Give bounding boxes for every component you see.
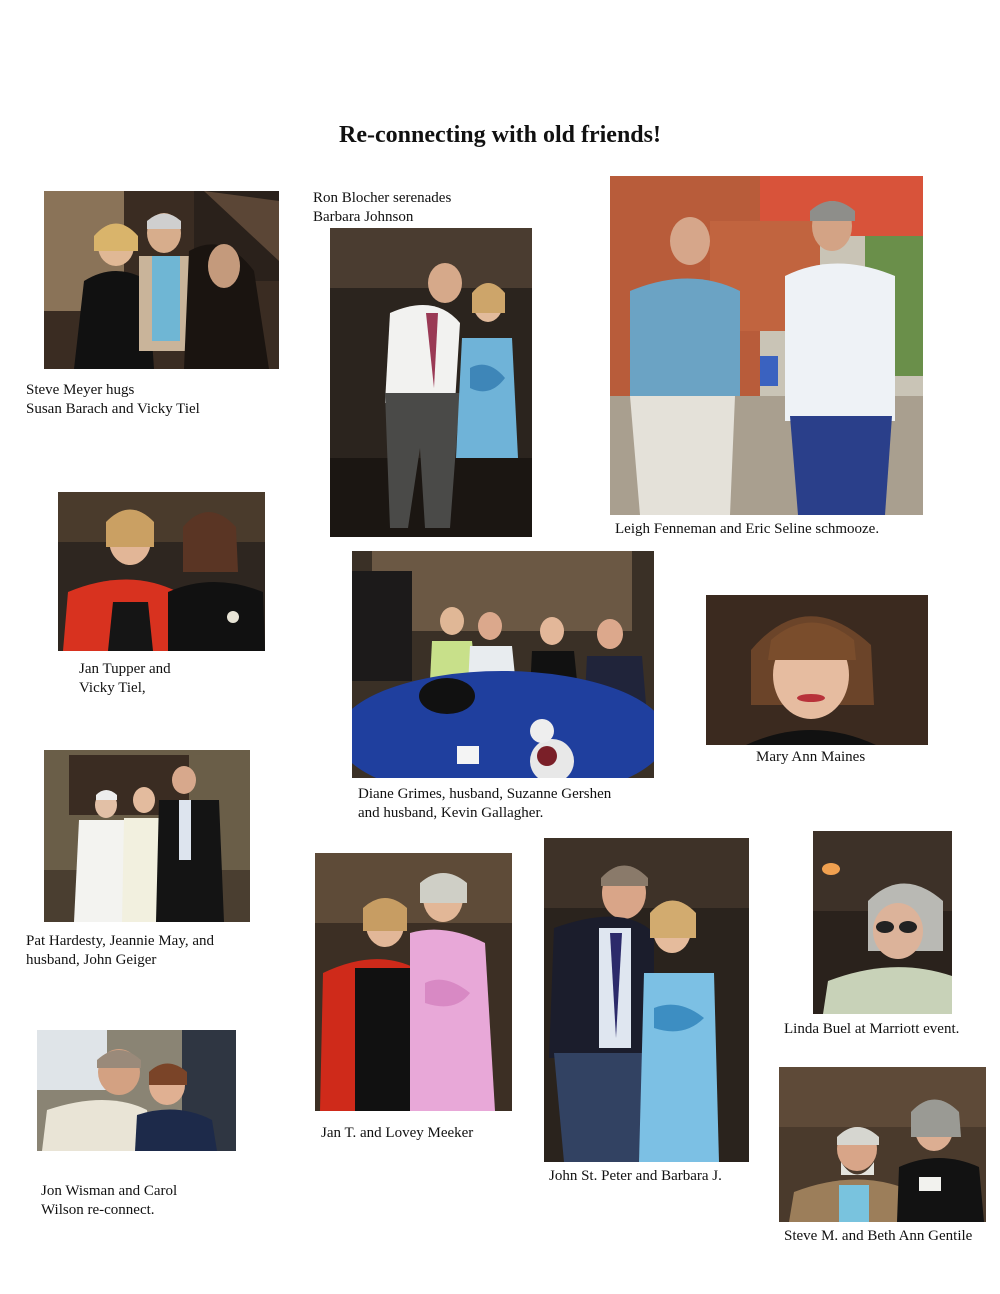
photo-linda-buel	[813, 831, 952, 1014]
caption-mary-ann-maines: Mary Ann Maines	[756, 749, 866, 765]
caption-linda-buel: Linda Buel at Marriott event.	[784, 1021, 960, 1037]
photo-jan-vicky	[58, 492, 265, 651]
photo-ron-blocher	[330, 228, 532, 537]
caption-diane-grimes: Diane Grimes, husband, Suzanne Gershen and husband, Kevin Gallagher.	[358, 786, 612, 821]
caption-john-stpeter: John St. Peter and Barbara J.	[549, 1168, 722, 1184]
photo-pat-hardesty	[44, 750, 250, 922]
caption-leigh-eric: Leigh Fenneman and Eric Seline schmooze.	[615, 521, 880, 537]
photo-mary-ann-maines	[706, 595, 928, 745]
caption-jon-wisman: Jon Wisman and Carol Wilson re-connect.	[41, 1183, 178, 1218]
caption-steve-meyer-hugs: Steve Meyer hugs Susan Barach and Vicky Tiel	[26, 382, 200, 417]
caption-pat-hardesty: Pat Hardesty, Jeannie May, and husband, John Geiger	[26, 933, 214, 968]
caption-jan-vicky: Jan Tupper and Vicky Tiel,	[79, 661, 171, 696]
photo-steve-beth	[779, 1067, 986, 1222]
photo-steve-meyer-hugs	[44, 191, 279, 369]
photo-diane-grimes-table	[352, 551, 654, 778]
photo-leigh-eric	[610, 176, 923, 515]
caption-steve-beth: Steve M. and Beth Ann Gentile	[784, 1228, 973, 1244]
caption-ron-blocher: Ron Blocher serenades Barbara Johnson	[313, 190, 452, 225]
page-title: Re-connecting with old friends!	[339, 122, 661, 148]
caption-jan-lovey: Jan T. and Lovey Meeker	[321, 1125, 474, 1141]
photo-john-stpeter	[544, 838, 749, 1162]
photo-jan-lovey	[315, 853, 512, 1111]
photo-jon-wisman	[37, 1030, 236, 1151]
